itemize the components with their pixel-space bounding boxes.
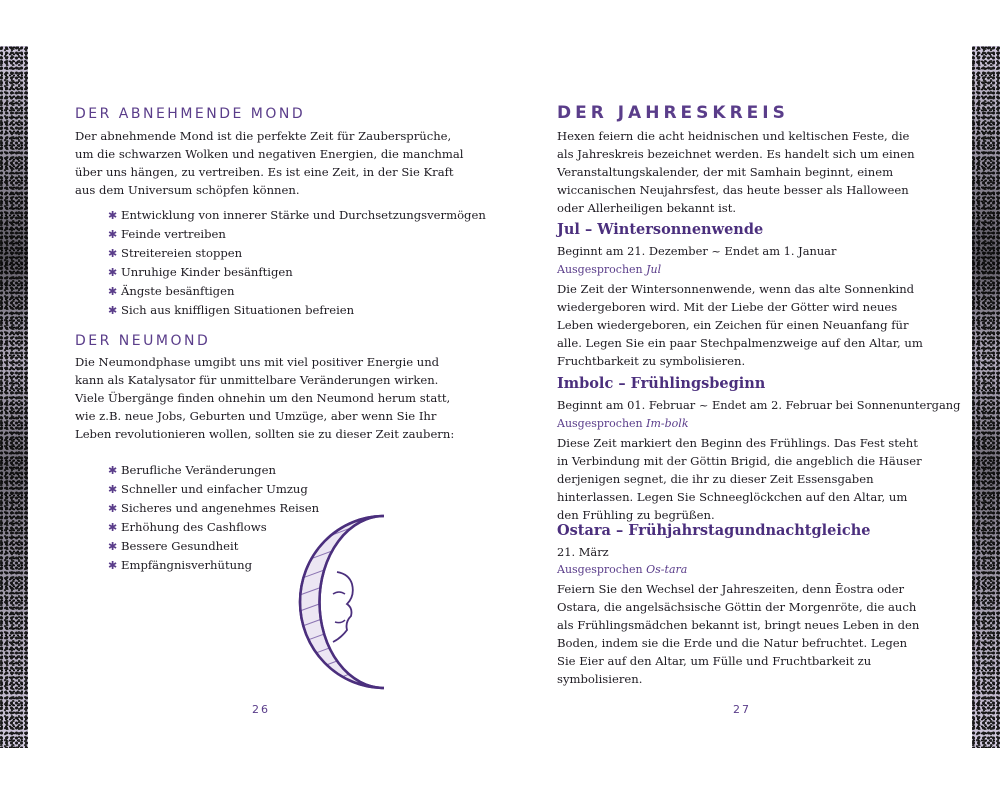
festival-pronunciation: Ausgesprochen Im-bolk bbox=[557, 417, 689, 430]
list-item: ✱ Sich aus kniffligen Situationen befreien bbox=[108, 301, 486, 320]
list-item: ✱ Ängste besänftigen bbox=[108, 282, 486, 301]
star-bullet-icon: ✱ bbox=[108, 464, 118, 477]
star-bullet-icon: ✱ bbox=[108, 285, 118, 298]
waning-moon-paragraph: Der abnehmende Mond ist die perfekte Zeit für Zaubersprüche, um die schwarzen Wolken und negativen Energien, die manchmal über uns hängen, zu vertreiben. Es ist eine Zeit, in der Sie Kraft aus dem Universum schöpfen können. bbox=[75, 129, 464, 197]
star-bullet-icon: ✱ bbox=[108, 540, 118, 553]
right-page-edge-texture bbox=[972, 46, 1000, 748]
new-moon-bullet-list bbox=[108, 461, 319, 575]
star-bullet-icon: ✱ bbox=[108, 483, 118, 496]
festival-description: Die Zeit der Wintersonnenwende, wenn das alte Sonnenkind wiedergeboren wird. Mit der Liebe der Götter wird neues Leben wiedergeboren, ein Zeichen für einen Neuanfang für alle. Legen Sie ein paar Stechpalmenzweige auf den Altar, um Fruchtbarkeit zu symbolisieren. bbox=[557, 282, 923, 368]
star-bullet-icon: ✱ bbox=[108, 209, 118, 222]
festival-dates: Beginnt am 21. Dezember ~ Endet am 1. Januar bbox=[557, 244, 837, 258]
star-bullet-icon: ✱ bbox=[108, 247, 118, 260]
crescent-moon-face-icon bbox=[297, 512, 472, 690]
star-bullet-icon: ✱ bbox=[108, 228, 118, 241]
page-number-left: 26 bbox=[252, 703, 270, 716]
jahreskreis-intro: Hexen feiern die acht heidnischen und keltischen Feste, die als Jahreskreis bezeichnet werden. Es handelt sich um einen Veranstaltungskalender, der mit Samhain beginnt, einem wiccanischen Neujahrsfest, das heute besser als Halloween oder Allerheiligen bekannt ist. bbox=[557, 129, 915, 215]
section-heading-new-moon: DER NEUMOND bbox=[75, 333, 211, 349]
festival-pronunciation: Ausgesprochen Os-tara bbox=[557, 563, 688, 576]
festival-dates: Beginnt am 01. Februar ~ Endet am 2. Februar bei Sonnenuntergang bbox=[557, 398, 961, 412]
star-bullet-icon: ✱ bbox=[108, 559, 118, 572]
list-item: ✱ Streitereien stoppen bbox=[108, 244, 486, 263]
new-moon-paragraph: Die Neumondphase umgibt uns mit viel positiver Energie und kann als Katalysator für unmittelbare Veränderungen wirken. Viele Übergänge finden ohnehin um den Neumond herum statt, wie z.B. neue Jobs, Geburten und Umzüge, aber wenn Sie Ihr Leben revolutionieren wollen, sollten sie zu dieser Zeit zaubern: bbox=[75, 355, 455, 441]
left-page-edge-texture bbox=[0, 46, 28, 748]
list-item: ✱ Berufliche Veränderungen bbox=[108, 461, 319, 480]
list-item: ✱ Sicheres und angenehmes Reisen bbox=[108, 499, 319, 518]
list-item: ✱ Unruhige Kinder besänftigen bbox=[108, 263, 486, 282]
list-item: ✱ Entwicklung von innerer Stärke und Durchsetzungsvermögen bbox=[108, 206, 486, 225]
festival-description: Feiern Sie den Wechsel der Jahreszeiten, denn Ēostra oder Ostara, die angelsächsische Göttin der Morgenröte, die auch als Frühlingsmädchen bekannt ist, bringt neues Leben in den Boden, indem sie die Erde und die Natur befruchtet. Legen Sie Eier auf den Altar, um Fülle und Fruchtbarkeit zu symbolisieren. bbox=[557, 582, 920, 686]
star-bullet-icon: ✱ bbox=[108, 521, 118, 534]
list-item: ✱ Erhöhung des Cashflows bbox=[108, 518, 319, 537]
list-item: ✱ Empfängnisverhütung bbox=[108, 556, 319, 575]
list-item: ✱ Bessere Gesundheit bbox=[108, 537, 319, 556]
festival-pronunciation: Ausgesprochen Jul bbox=[557, 263, 662, 276]
star-bullet-icon: ✱ bbox=[108, 502, 118, 515]
section-heading-waning-moon: DER ABNEHMENDE MOND bbox=[75, 106, 306, 122]
star-bullet-icon: ✱ bbox=[108, 304, 118, 317]
festival-title: Imbolc – Frühlingsbeginn bbox=[557, 375, 766, 392]
waning-moon-bullet-list bbox=[108, 206, 486, 320]
page-number-right: 27 bbox=[733, 703, 751, 716]
festival-title: Ostara – Frühjahrstagundnachtgleiche bbox=[557, 522, 871, 539]
festival-title: Jul – Wintersonnenwende bbox=[557, 221, 764, 238]
list-item: ✱ Schneller und einfacher Umzug bbox=[108, 480, 319, 499]
star-bullet-icon: ✱ bbox=[108, 266, 118, 279]
right-page bbox=[557, 0, 961, 800]
page-title-jahreskreis: DER JAHRESKREIS bbox=[557, 103, 789, 123]
festival-dates: 21. März bbox=[557, 545, 609, 559]
festival-description: Diese Zeit markiert den Beginn des Frühlings. Das Fest steht in Verbindung mit der Göttin Brigid, die angeblich die Häuser derjenigen segnet, die ihr zu dieser Zeit Essensgaben hinterlassen. Legen Sie Schneeglöckchen auf den Altar, um den Frühling zu begrüßen. bbox=[557, 436, 922, 522]
list-item: ✱ Feinde vertreiben bbox=[108, 225, 486, 244]
